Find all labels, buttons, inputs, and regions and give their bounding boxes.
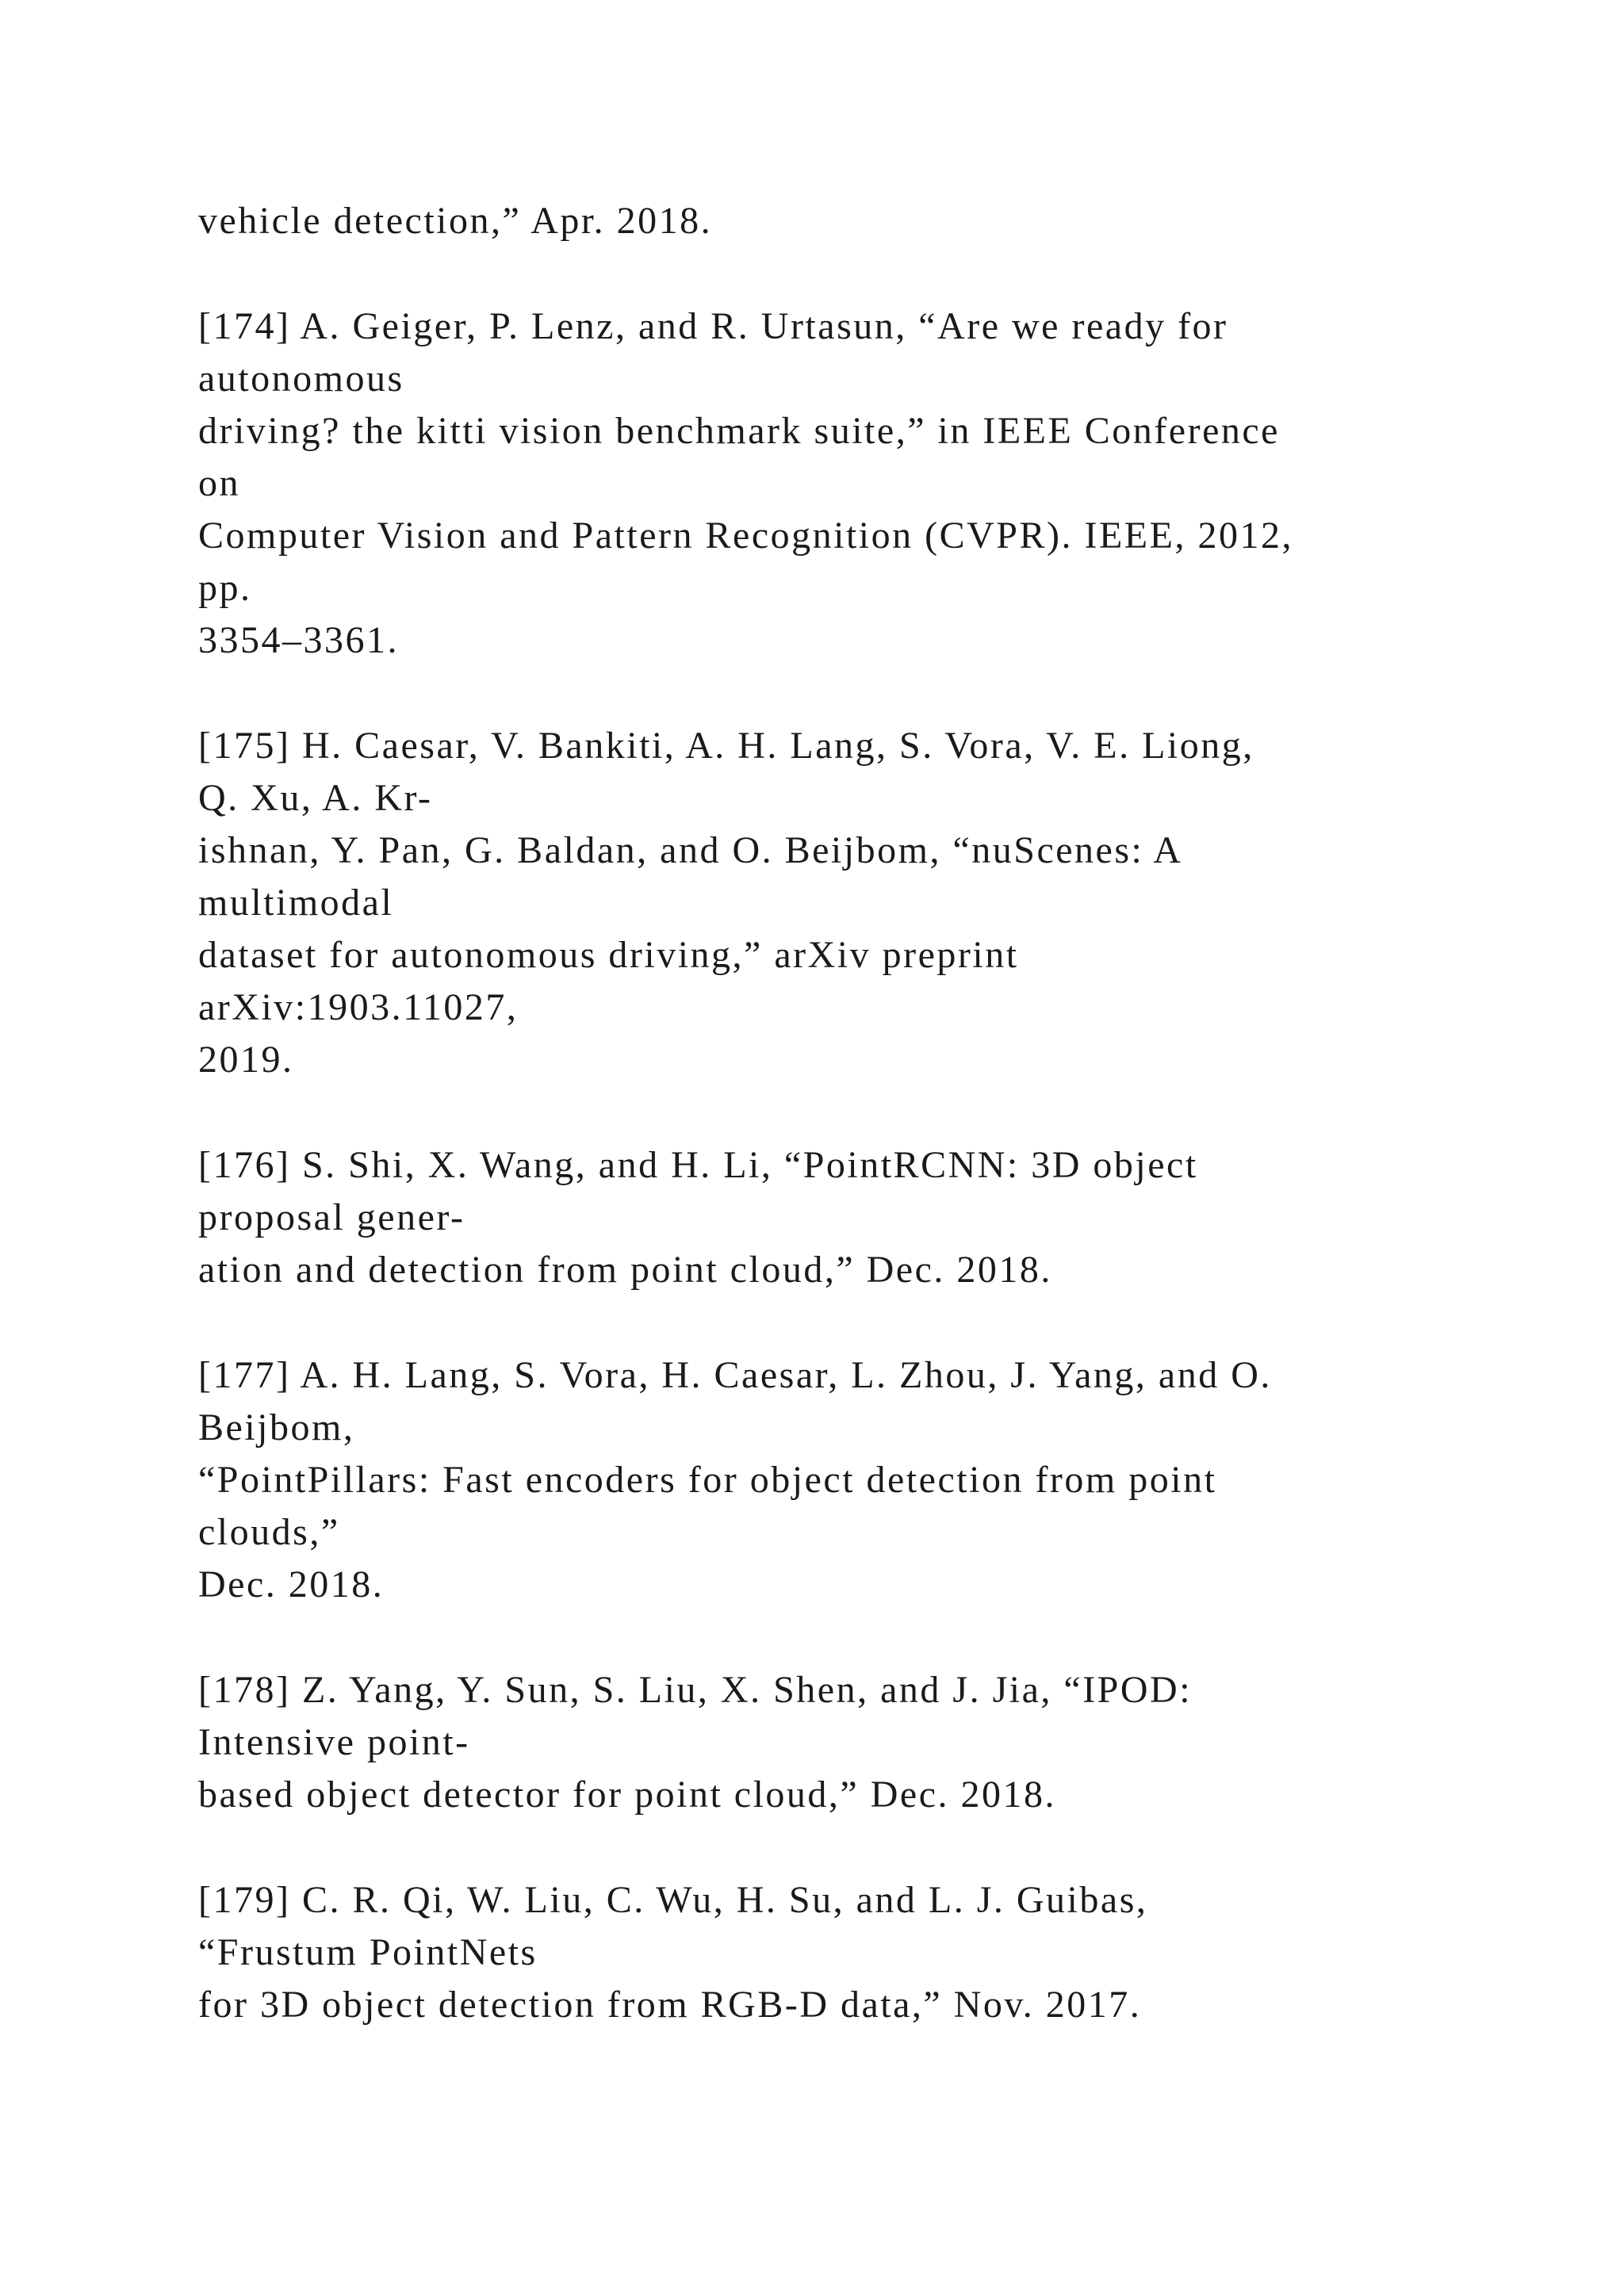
reference-line: autonomous (198, 358, 404, 400)
reference-line: Intensive point- (198, 1721, 470, 1763)
reference-line: “Frustum PointNets (198, 1931, 538, 1973)
reference-line: arXiv:1903.11027, (198, 986, 519, 1028)
reference-line: [177] A. H. Lang, S. Vora, H. Caesar, L. Zhou, J. Yang, and O. (198, 1354, 1272, 1396)
reference-line: for 3D object detection from RGB-D data,” Nov. 2017. (198, 1984, 1142, 2026)
reference-line: “PointPillars: Fast encoders for object detection from point (198, 1459, 1217, 1501)
reference-line: 3354–3361. (198, 619, 399, 661)
reference-line: Computer Vision and Pattern Recognition (CVPR). IEEE, 2012, (198, 515, 1293, 557)
reference-line: [179] C. R. Qi, W. Liu, C. Wu, H. Su, and L. J. Guibas, (198, 1879, 1148, 1921)
reference-line: on (198, 462, 240, 504)
reference-line: Q. Xu, A. Kr- (198, 777, 433, 819)
reference-line: ishnan, Y. Pan, G. Baldan, and O. Beijbom, “nuScenes: A (198, 829, 1183, 871)
reference-line: Beijbom, (198, 1406, 355, 1448)
reference-line: vehicle detection,” Apr. 2018. (198, 200, 713, 242)
reference-line: multimodal (198, 882, 394, 924)
reference-line: proposal gener- (198, 1196, 465, 1238)
reference-line: ation and detection from point cloud,” Dec. 2018. (198, 1249, 1052, 1291)
reference-entry-continued (198, 195, 1483, 247)
reference-entry-175 (198, 720, 1483, 1086)
reference-entry-179 (198, 1874, 1483, 2031)
reference-line: [178] Z. Yang, Y. Sun, S. Liu, X. Shen, and J. Jia, “IPOD: (198, 1669, 1193, 1711)
reference-entry-176 (198, 1139, 1483, 1296)
reference-line: based object detector for point cloud,” Dec. 2018. (198, 1774, 1056, 1816)
reference-entry-178 (198, 1664, 1483, 1821)
reference-line: [175] H. Caesar, V. Bankiti, A. H. Lang, S. Vora, V. E. Liong, (198, 725, 1254, 767)
reference-entry-177 (198, 1349, 1483, 1611)
reference-line: clouds,” (198, 1511, 340, 1553)
reference-line: [176] S. Shi, X. Wang, and H. Li, “PointRCNN: 3D object (198, 1144, 1198, 1186)
reference-entry-174 (198, 300, 1483, 667)
reference-line: 2019. (198, 1039, 294, 1081)
reference-line: [174] A. Geiger, P. Lenz, and R. Urtasun, “Are we ready for (198, 305, 1228, 347)
reference-line: Dec. 2018. (198, 1563, 385, 1605)
reference-line: pp. (198, 567, 252, 609)
reference-line: dataset for autonomous driving,” arXiv preprint (198, 934, 1019, 976)
reference-list (198, 195, 1483, 2031)
reference-line: driving? the kitti vision benchmark suite,” in IEEE Conference (198, 410, 1280, 452)
